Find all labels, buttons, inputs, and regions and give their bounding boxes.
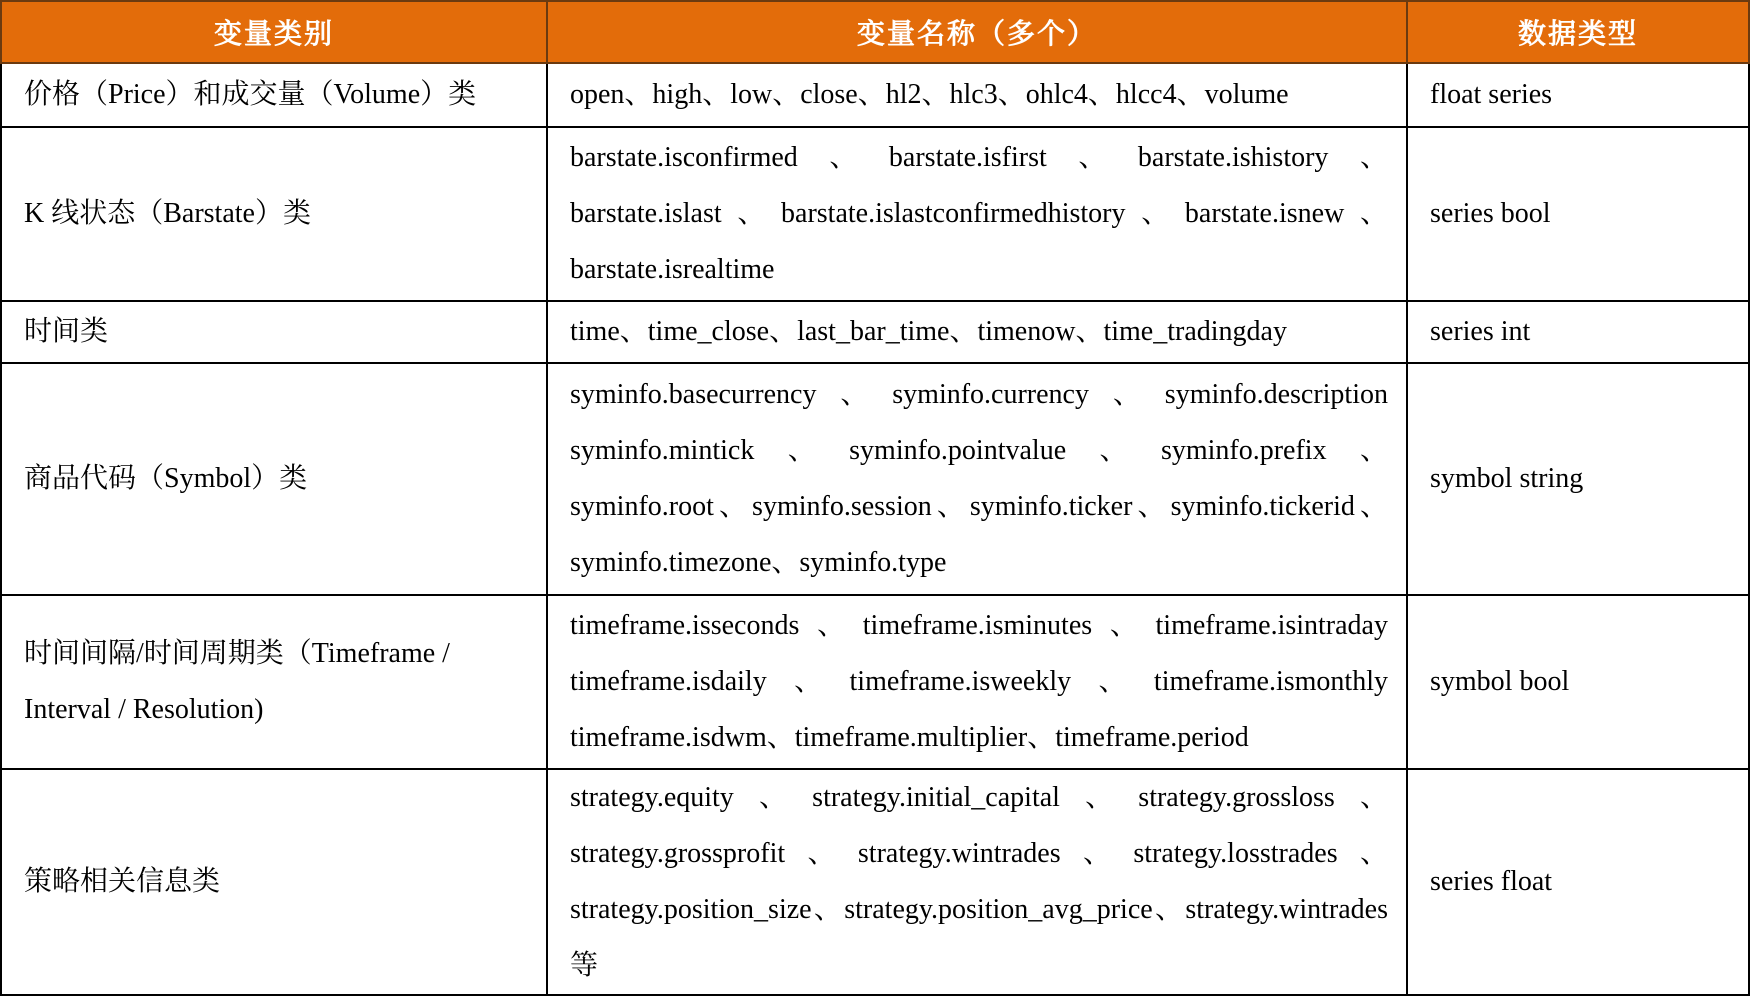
type-cell: series bool [1407,127,1749,301]
type-cell: symbol string [1407,363,1749,595]
category-cell: 时间类 [1,301,547,363]
type-cell: float series [1407,63,1749,127]
type-cell: series float [1407,769,1749,995]
table-row [1,301,1749,363]
category-cell: 时间间隔/时间周期类（Timeframe / Interval / Resolution) [1,595,547,769]
names-cell: strategy.equity、strategy.initial_capital、strategy.grossloss、strategy.grossprofit、strategy.wintrades、strategy.losstrades、strategy.position_size、strategy.position_avg_price、strategy.wintrades 等 [547,769,1407,995]
category-cell: 策略相关信息类 [1,769,547,995]
table-row [1,769,1749,995]
header-category: 变量类别 [1,1,547,63]
type-cell: series int [1407,301,1749,363]
category-cell: K 线状态（Barstate）类 [1,127,547,301]
names-cell: timeframe.isseconds、timeframe.isminutes、timeframe.isintraday timeframe.isdaily、timeframe.isweekly、timeframe.ismonthly timeframe.isdwm、timeframe.multiplier、timeframe.period [547,595,1407,769]
category-cell: 商品代码（Symbol）类 [1,363,547,595]
header-names: 变量名称（多个） [547,1,1407,63]
type-cell: symbol bool [1407,595,1749,769]
table-row [1,363,1749,595]
header-type: 数据类型 [1407,1,1749,63]
table-row [1,63,1749,127]
names-cell: open、high、low、close、hl2、hlc3、ohlc4、hlcc4、volume [547,63,1407,127]
table-row [1,595,1749,769]
category-cell: 价格（Price）和成交量（Volume）类 [1,63,547,127]
header-row [1,1,1749,63]
names-cell: syminfo.basecurrency、syminfo.currency、syminfo.description syminfo.mintick、syminfo.pointvalue、syminfo.prefix、syminfo.root、syminfo.session、syminfo.ticker、syminfo.tickerid、syminfo.timezone、syminfo.type [547,363,1407,595]
names-cell: time、time_close、last_bar_time、timenow、time_tradingday [547,301,1407,363]
table-row [1,127,1749,301]
names-cell: barstate.isconfirmed、barstate.isfirst、barstate.ishistory、barstate.islast、barstate.islastconfirmedhistory、barstate.isnew、barstate.isrealtime [547,127,1407,301]
